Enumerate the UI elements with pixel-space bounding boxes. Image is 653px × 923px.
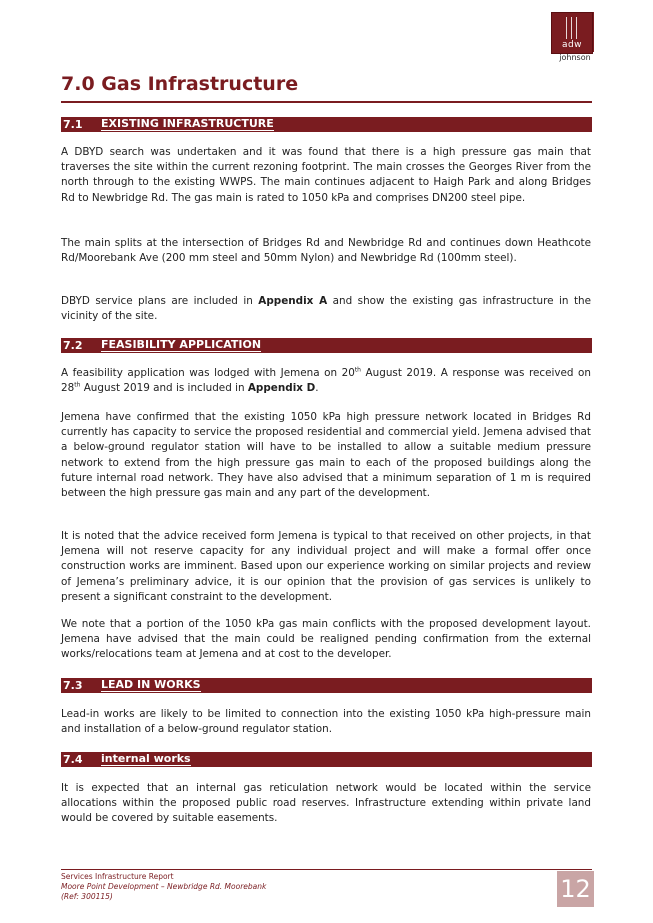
paragraph: The main splits at the intersection of Bridges Rd and Newbridge Rd and continues down Heathcote Rd/Moorebank Ave (200 mm steel and 50mm Nylon) and Newbridge Rd (100mm steel).: [61, 237, 591, 265]
section-heading-7-1: [61, 117, 592, 132]
company-logo: [551, 12, 597, 62]
section-title: LEAD IN WORKS: [101, 678, 201, 691]
paragraph: It is noted that the advice received form Jemena is typical to that received on other projects, in that Jemena will not reserve capacity for any individual project and will make a formal offer once construction works are imminent. Based upon our experience working on similar projects and review of Jemena’s preliminary advice, it is our opinion that the provision of gas services is unlikely to present a significant constraint to the development.: [61, 530, 591, 603]
footer-reference: (Ref: 300115): [61, 892, 113, 901]
logo-subtext: johnson: [559, 53, 591, 62]
footer-project: Moore Point Development – Newbridge Rd. Moorebank: [61, 882, 267, 891]
section-heading-7-2: [61, 338, 592, 353]
paragraph: Lead-in works are likely to be limited to connection into the existing 1050 kPa high-pressure main and installation of a below-ground regulator station.: [61, 708, 591, 736]
paragraph: We note that a portion of the 1050 kPa gas main conflicts with the proposed development layout. Jemena have advised that the main could be realigned pending confirmation from the external works/relocations team at Jemena and at cost to the developer.: [61, 618, 591, 661]
title-underline: [61, 101, 592, 103]
paragraph: A feasibility application was lodged with Jemena on 20th August 2019. A response was received on 28th August 2019 and is included in Appendix D.: [61, 366, 591, 395]
appendix-d-ref: Appendix D: [247, 382, 316, 395]
paragraph: Jemena have confirmed that the existing 1050 kPa high pressure network located in Bridges Rd currently has capacity to service the proposed residential and commercial yield. Jemena advised that a below-ground regulator station will have to be installed to allow a suitable medium pressure network to extend from the high pressure gas main to each of the proposed buildings along the future internal road network. They have also advised that a minimum separation of 1 m is required between the high pressure gas main and any part of the development.: [61, 411, 591, 500]
section-title: FEASIBILITY APPLICATION: [101, 338, 262, 351]
footer: [61, 872, 511, 902]
section-title: EXISTING INFRASTRUCTURE: [101, 117, 274, 130]
appendix-a-ref: Appendix A: [258, 295, 328, 307]
page-title: 7.0 Gas Infrastructure: [61, 73, 299, 95]
section-title: internal works: [101, 752, 191, 765]
paragraph: It is expected that an internal gas reticulation network would be located within the service allocations within the proposed public road reserves. Infrastructure extending within private land would be covered by suitable easements.: [61, 782, 591, 825]
section-number: 7.3: [63, 679, 83, 692]
section-heading-7-4: [61, 752, 592, 767]
footer-report-title: Services Infrastructure Report: [61, 872, 174, 881]
page-number: 12: [557, 871, 594, 907]
paragraph: DBYD service plans are included in Appendix A and show the existing gas infrastructure in the vicinity of the site.: [61, 295, 591, 323]
logo-mark-text: adw: [561, 40, 583, 50]
section-heading-7-3: [61, 678, 592, 693]
logo-mark: [551, 12, 593, 54]
section-number: 7.1: [63, 118, 83, 131]
section-number: 7.4: [63, 753, 83, 766]
paragraph: A DBYD search was undertaken and it was found that there is a high pressure gas main that traverses the site within the current rezoning footprint. The main crosses the Georges River from the north through to the existing WWPS. The main continues adjacent to Haigh Park and along Bridges Rd to Newbridge Rd. The gas main is rated to 1050 kPa and comprises DN200 steel pipe.: [61, 146, 591, 204]
section-number: 7.2: [63, 339, 83, 352]
footer-divider: [61, 869, 592, 870]
